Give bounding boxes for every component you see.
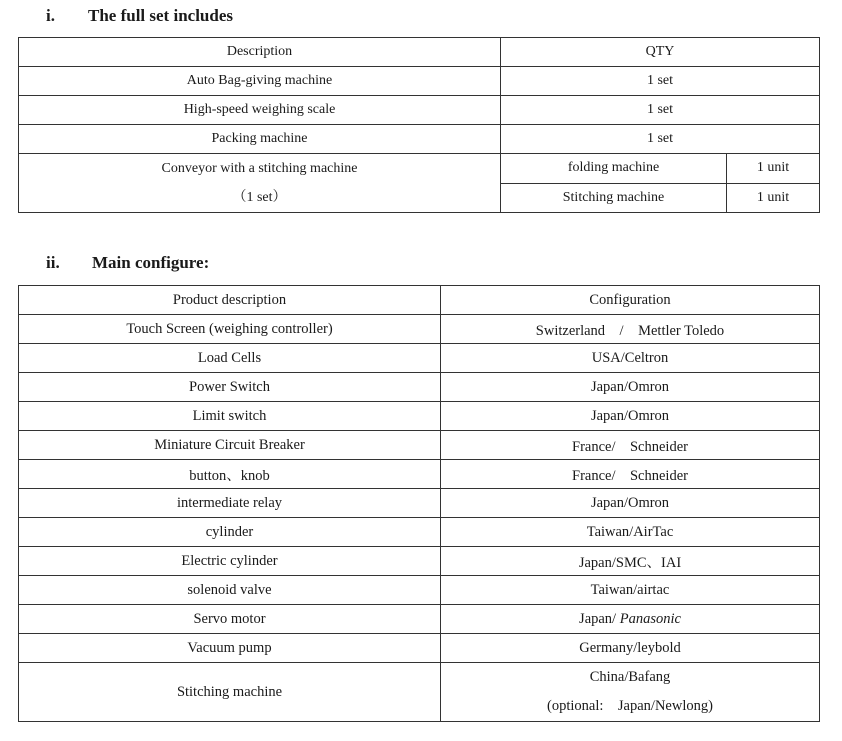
row-product: button、knob [19,460,441,489]
row-config [441,605,820,634]
row-product: Touch Screen (weighing controller) [19,315,441,344]
row-config: Taiwan/AirTac [441,518,820,547]
table-row [19,125,820,154]
row-product: solenoid valve [19,576,441,605]
table-row [19,489,820,518]
subitem-name: folding machine [501,154,727,184]
table-row [19,460,820,489]
row-qty: 1 set [501,96,820,125]
row-description: Auto Bag-giving machine [19,67,501,96]
row-config: Japan/Omron [441,489,820,518]
row-config: Germany/leybold [441,634,820,663]
table-row [19,605,820,634]
table-row [19,576,820,605]
table-row [19,373,820,402]
section-2-number: ii. [46,253,60,272]
row-product: Servo motor [19,605,441,634]
table-row [19,634,820,663]
table-row [19,315,820,344]
header-description: Description [19,38,501,67]
section-1-heading [46,6,233,26]
row-product: Power Switch [19,373,441,402]
table-row [19,547,820,576]
row-qty: 1 set [501,125,820,154]
row-config: France/ Schneider [441,460,820,489]
subitem-qty: 1 unit [727,154,820,184]
header-product: Product description [19,286,441,315]
row-config: Taiwan/airtac [441,576,820,605]
row-product: Stitching machine [19,663,441,722]
section-1-title: The full set includes [88,6,233,25]
table-row [19,344,820,373]
row-product: intermediate relay [19,489,441,518]
section-2-title: Main configure: [92,253,210,272]
conveyor-line-2: （1 set） [232,190,287,205]
table-row [19,518,820,547]
row-config: Japan/Omron [441,373,820,402]
row-product: Electric cylinder [19,547,441,576]
config-brand-italic: Panasonic [619,610,681,627]
table-row [19,67,820,96]
full-set-table [18,37,820,213]
table-header-row [19,38,820,67]
config-line-2: (optional: Japan/Newlong) [547,698,713,714]
table-row [19,431,820,460]
subitem-name: Stitching machine [501,183,727,213]
section-1-number: i. [46,6,55,25]
row-description: Packing machine [19,125,501,154]
config-prefix: Japan/ [579,610,620,627]
table-row [19,154,820,184]
table-row [19,663,820,722]
table-row [19,96,820,125]
conveyor-line-1: Conveyor with a stitching machine [161,161,358,176]
subitem-qty: 1 unit [727,183,820,213]
row-config: Japan/SMC、IAI [441,547,820,576]
row-product: Vacuum pump [19,634,441,663]
row-qty: 1 set [501,67,820,96]
config-line-1: China/Bafang [589,669,671,685]
row-config: Switzerland / Mettler Toledo [441,315,820,344]
row-config: France/ Schneider [441,431,820,460]
row-config [441,663,820,722]
section-2-heading [46,253,209,273]
row-config: USA/Celtron [441,344,820,373]
row-product: Miniature Circuit Breaker [19,431,441,460]
header-configuration: Configuration [441,286,820,315]
table-row [19,402,820,431]
header-qty: QTY [501,38,820,67]
row-product: Limit switch [19,402,441,431]
table-header-row [19,286,820,315]
row-config: Japan/Omron [441,402,820,431]
row-description: High-speed weighing scale [19,96,501,125]
row-product: Load Cells [19,344,441,373]
conveyor-description [19,154,501,213]
row-product: cylinder [19,518,441,547]
main-configure-table [18,285,820,722]
